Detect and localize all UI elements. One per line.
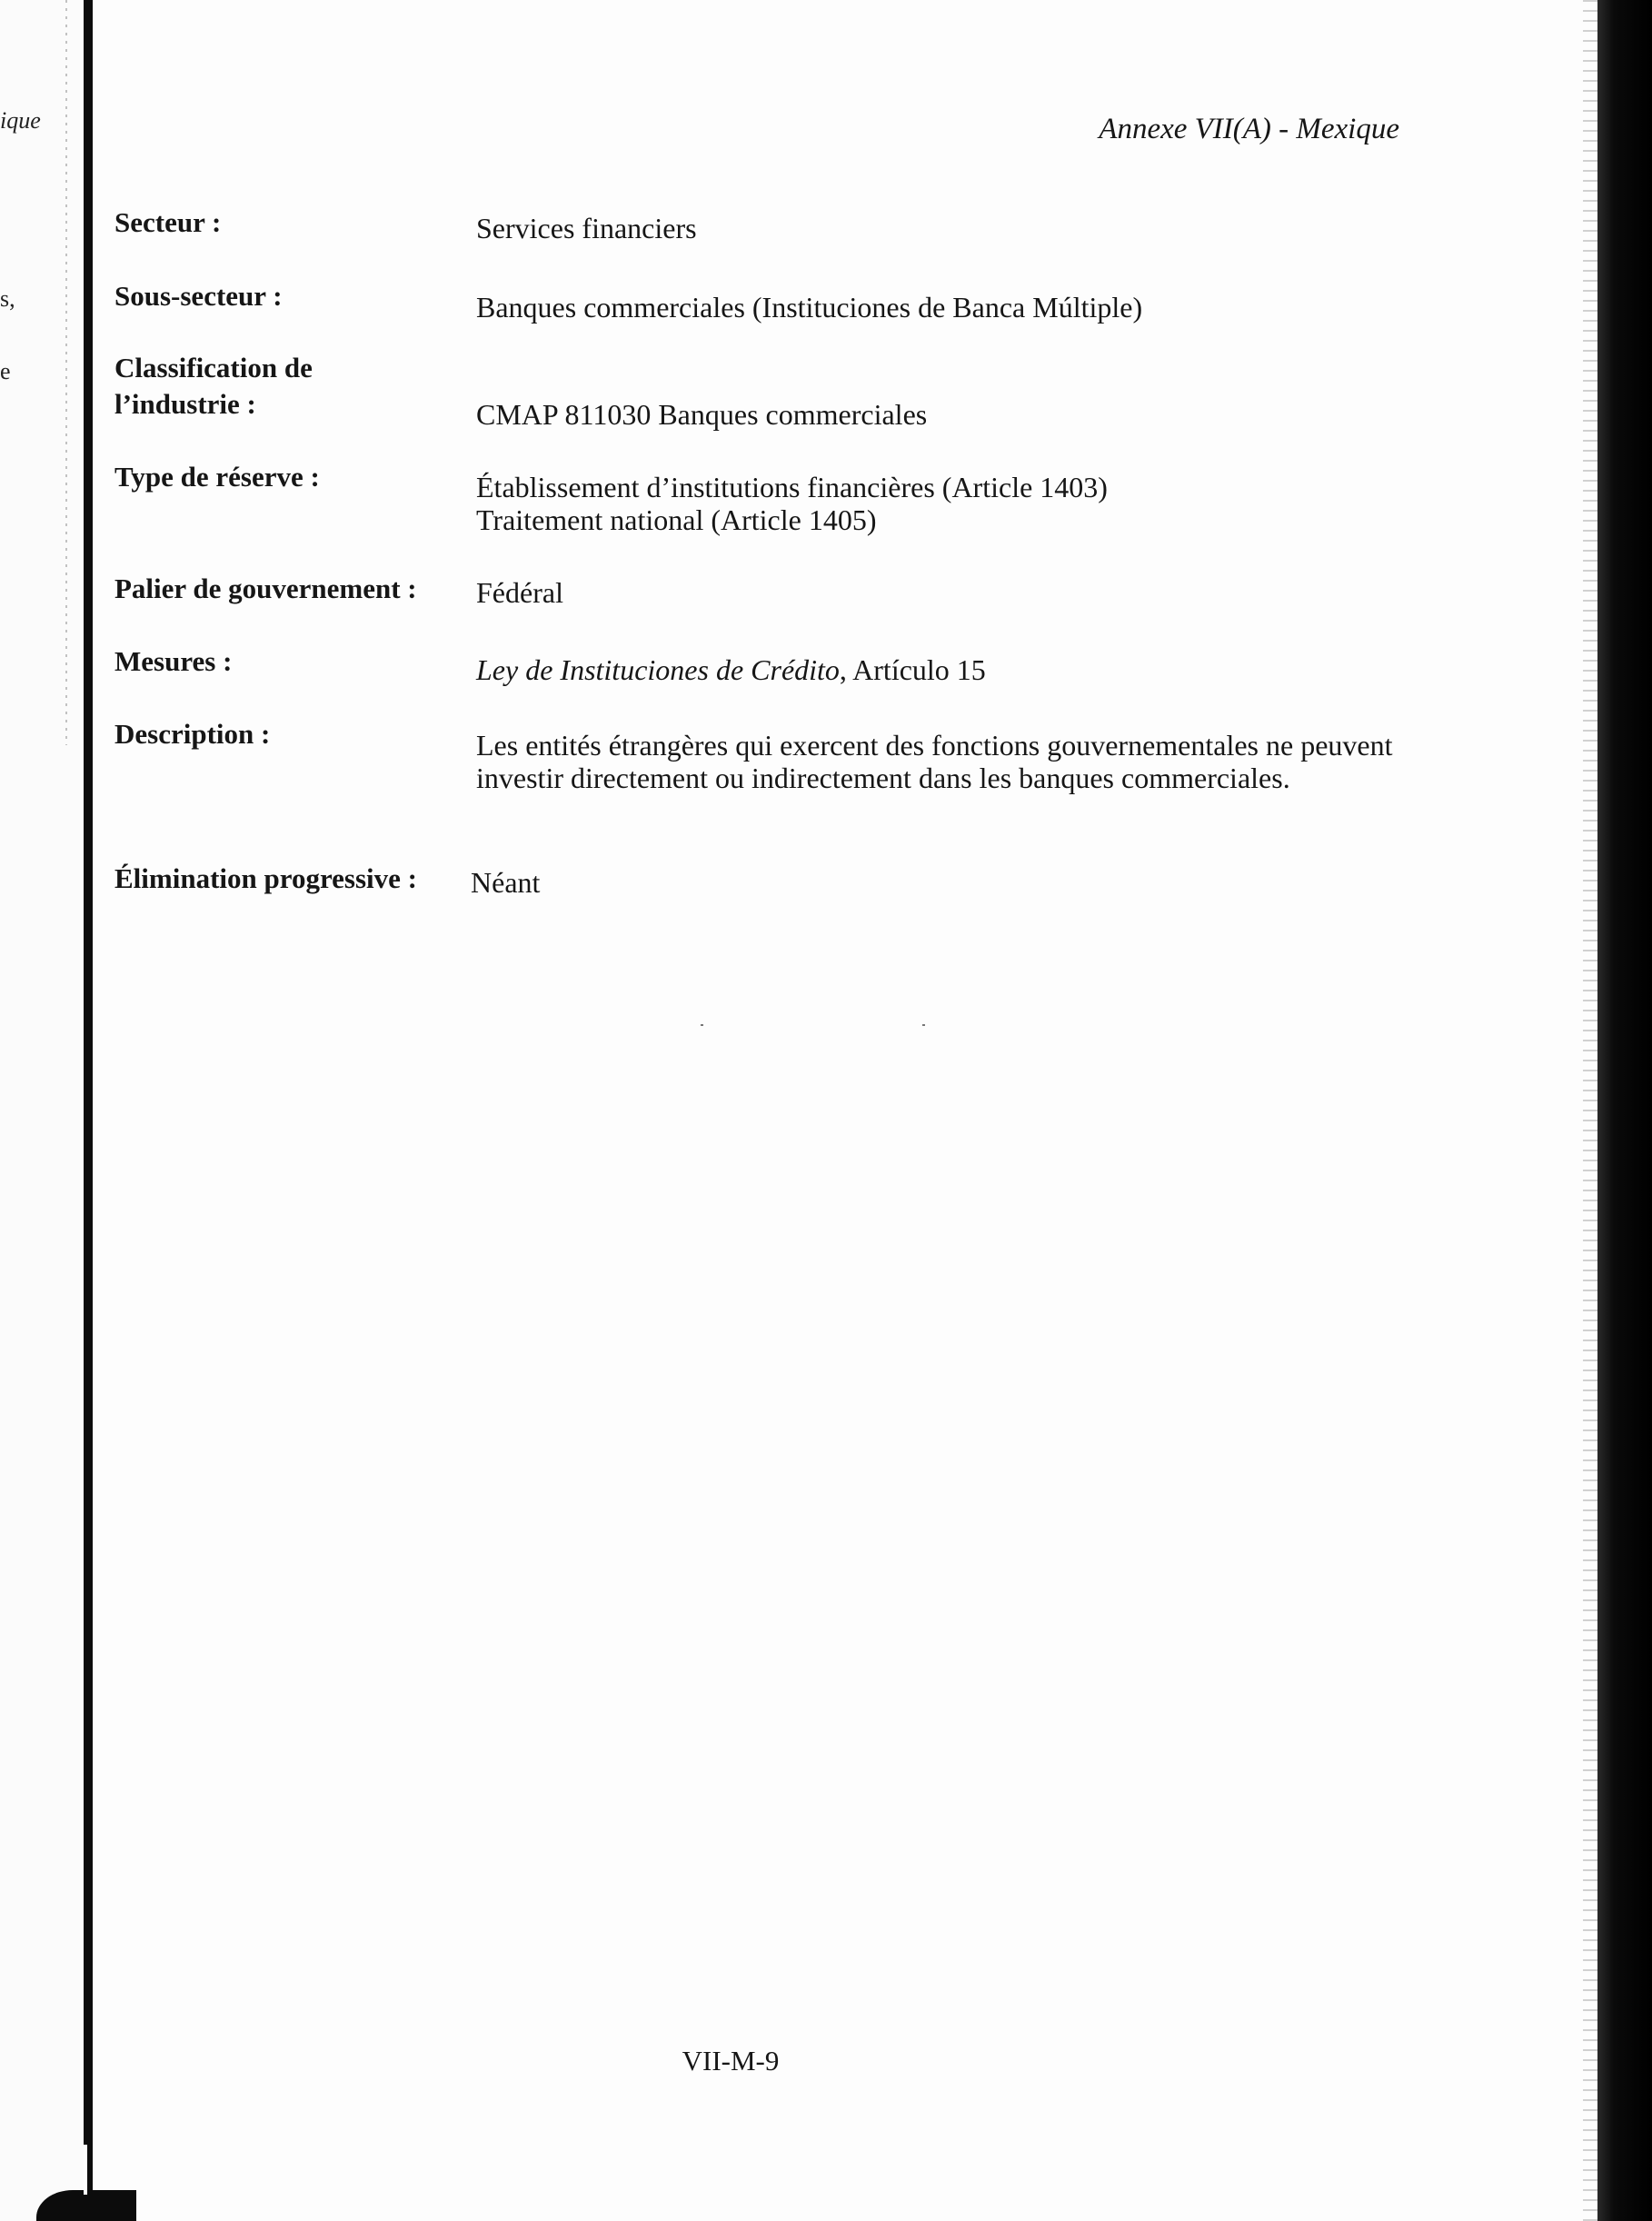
spine-foot-mark xyxy=(84,2145,87,2195)
description-label: Description : xyxy=(114,718,271,750)
type-reserve-label: Type de réserve : xyxy=(114,461,320,493)
scan-edge-shadow xyxy=(1597,0,1652,2221)
running-header: Annexe VII(A) - Mexique xyxy=(1099,113,1399,145)
elimination-label: Élimination progressive : xyxy=(114,862,417,894)
palier-label: Palier de gouvernement : xyxy=(114,573,417,604)
description-value: Les entités étrangères qui exercent des fonctions gouvernementales ne peuvent investir directement ou indirectement dans les banques commerciales. xyxy=(476,729,1393,794)
scan-speck xyxy=(922,1024,925,1026)
type-reserve-value-line1: Établissement d’institutions financières (Article 1403) xyxy=(476,471,1108,503)
margin-fragment: s, xyxy=(0,285,15,312)
sous-secteur-value: Banques commerciales (Instituciones de Banca Múltiple) xyxy=(476,291,1143,324)
secteur-value: Services financiers xyxy=(476,212,697,244)
classification-label-line1: Classification de xyxy=(114,352,313,383)
mesures-article: , Artículo 15 xyxy=(839,653,986,686)
classification-label-line2: l’industrie : xyxy=(114,388,256,420)
margin-fragment: ique xyxy=(0,107,41,134)
margin-fragment: e xyxy=(0,358,11,384)
mesures-value xyxy=(476,652,986,687)
page-number xyxy=(0,2045,1461,2077)
gutter-dots xyxy=(65,0,67,745)
previous-page-margin xyxy=(0,0,84,2221)
scan-speck xyxy=(701,1024,703,1026)
type-reserve-value-line2: Traitement national (Article 1405) xyxy=(476,503,877,536)
classification-value: CMAP 811030 Banques commerciales xyxy=(476,398,928,431)
elimination-value: Néant xyxy=(471,866,541,899)
page-number-text: VII-M-9 xyxy=(682,2045,780,2077)
book-spine-foot xyxy=(36,2190,136,2221)
sous-secteur-label: Sous-secteur : xyxy=(114,280,283,312)
mesures-label: Mesures : xyxy=(114,645,233,677)
secteur-label: Secteur : xyxy=(114,206,222,238)
mesures-law-title: Ley de Instituciones de Crédito xyxy=(476,653,840,686)
palier-value: Fédéral xyxy=(476,576,563,609)
book-spine-shadow xyxy=(84,0,93,2221)
